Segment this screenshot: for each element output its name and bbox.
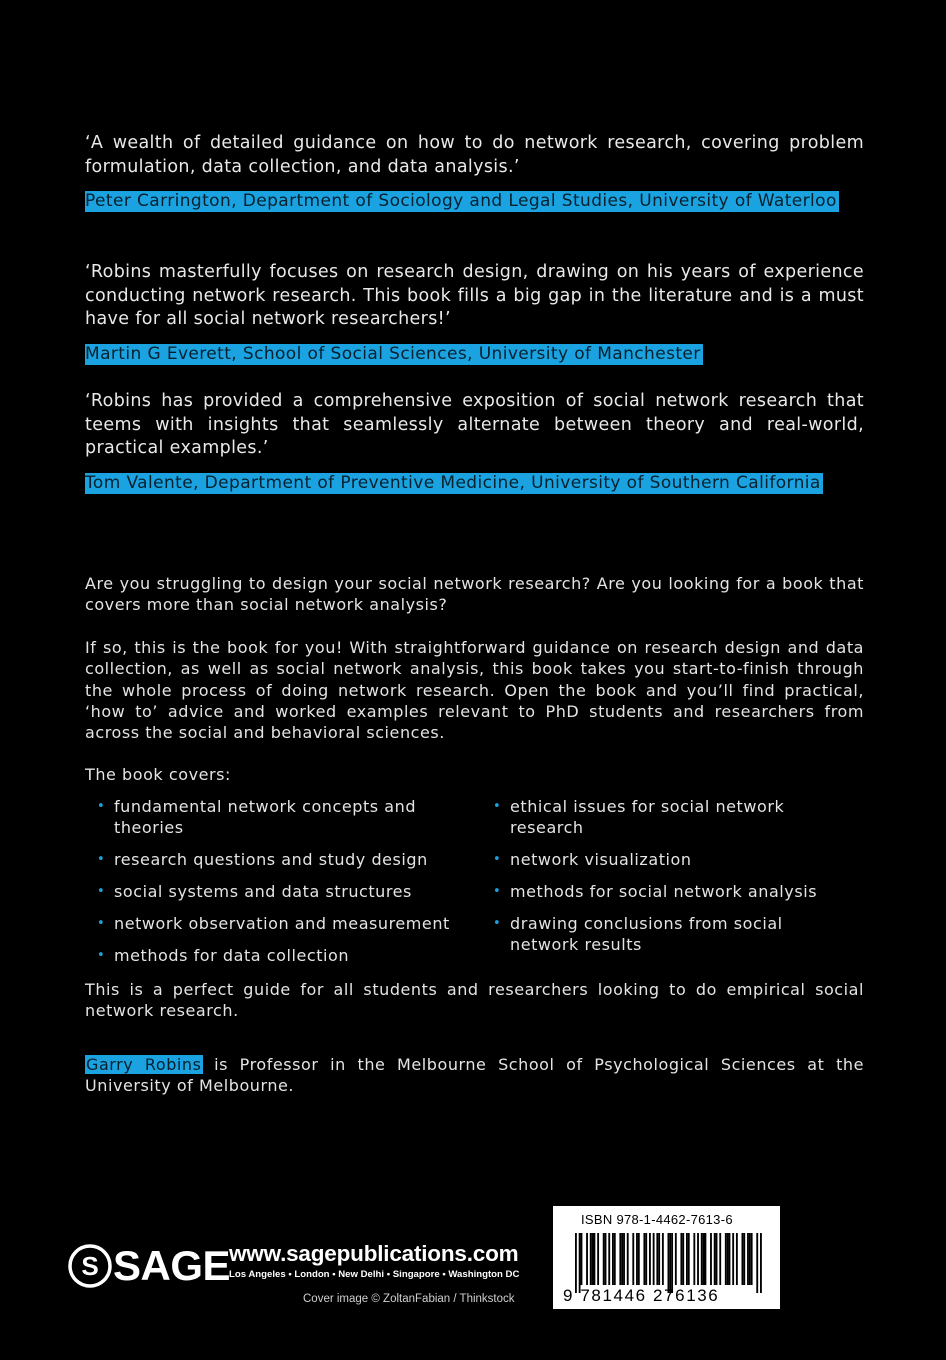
list-item: • ethical issues for social network research [493, 797, 785, 837]
publisher-url[interactable]: www.sagepublications.com [229, 1241, 519, 1266]
attribution-text: Tom Valente, Department of Preventive Medicine, University of Southern California [85, 473, 821, 493]
barcode-bar [636, 1233, 638, 1285]
covers-label: The book covers: [85, 765, 231, 784]
barcode-bar [579, 1233, 581, 1293]
cover-image-credit: Cover image © ZoltanFabian / Thinkstock [303, 1293, 515, 1305]
list-item: • research questions and study design [97, 850, 428, 869]
barcode-bar [719, 1233, 721, 1285]
author-bio-text: is Professor in the Melbourne School of Psychological Sciences at the University of Melbourne. [85, 1055, 865, 1096]
barcode-bar [605, 1233, 607, 1285]
barcode-bar [686, 1233, 688, 1285]
barcode-bar [732, 1233, 734, 1285]
bullet-icon: • [493, 852, 502, 867]
bullet-icon: • [97, 884, 106, 899]
barcode-bar [592, 1233, 594, 1285]
barcode-bar [688, 1233, 690, 1285]
sage-logo [68, 1244, 230, 1288]
isbn-label: ISBN 978-1-4462-7613-6 [581, 1212, 733, 1227]
barcode-bar [597, 1233, 599, 1285]
barcode-bar [703, 1233, 705, 1285]
barcode-bar [619, 1233, 621, 1285]
barcode-bar [621, 1233, 623, 1285]
list-item: • network visualization [493, 850, 692, 869]
barcode-bar [638, 1233, 640, 1285]
barcode-bar [714, 1233, 716, 1285]
barcode-bar [581, 1233, 583, 1285]
barcode-bar [658, 1233, 660, 1285]
barcode-bar [751, 1233, 753, 1285]
bullet-icon: • [97, 948, 106, 963]
barcode-bar [725, 1233, 727, 1285]
barcode-bar [662, 1233, 664, 1285]
barcode-bar [729, 1233, 731, 1285]
endorsement-quote-1: ‘A wealth of detailed guidance on how to do network research, covering problem formulation, data collection, and data analysis.’ [85, 133, 864, 177]
barcode-bar [649, 1233, 651, 1285]
list-item: • methods for data collection [97, 946, 350, 965]
barcode-bar [603, 1233, 605, 1285]
covers-list-left [97, 796, 467, 977]
barcode-bar [760, 1233, 762, 1293]
bullet-icon: • [97, 852, 106, 867]
barcode-bar [614, 1233, 616, 1285]
list-item: • network observation and measurement [97, 914, 450, 933]
barcode-bar [590, 1233, 592, 1285]
list-item: • social systems and data structures [97, 882, 412, 901]
endorsement-attribution-3 [85, 471, 864, 496]
barcode-bar [669, 1233, 671, 1293]
publisher-cities: Los Angeles • London • New Delhi • Singapore • Washington DC [229, 1269, 520, 1280]
barcode-bar [727, 1233, 729, 1285]
barcode-bar [643, 1233, 645, 1285]
barcode-digits: 9 781446 276136 [563, 1286, 720, 1305]
barcode-bar [693, 1233, 695, 1285]
attribution-text: Peter Carrington, Department of Sociology and Legal Studies, University of Waterloo [85, 191, 837, 211]
endorsement-quote-2: ‘Robins masterfully focuses on research design, drawing on his years of experience conducting network research. This book fills a big gap in the literature and is a must have for all social network researchers!’ [85, 262, 864, 329]
barcode-bar [675, 1233, 677, 1285]
endorsement-quote-3: ‘Robins has provided a comprehensive exposition of social network research that teems with insights that seamlessly alternate between theory and real-world, practical examples.’ [85, 391, 864, 458]
svg-text:S: S [81, 1251, 99, 1281]
bullet-icon: • [493, 916, 502, 931]
isbn-barcode-box [553, 1206, 780, 1309]
barcode-bar [608, 1233, 610, 1285]
sage-logo-text: SAGE [113, 1242, 231, 1289]
barcode-bar [749, 1233, 751, 1285]
barcode-bar [627, 1233, 629, 1285]
barcode-bar [594, 1233, 596, 1285]
blurb-paragraph-2: If so, this is the book for you! With straightforward guidance on research design and data collection, as well as social network analysis, this book takes you start-to-finish through the whole process of doing network research. Open the book and you’ll find practical, ‘how to’ advice and worked examples relevant to PhD students and researchers from across the social and behavioral sciences. [85, 638, 864, 743]
barcode-bar [612, 1233, 614, 1285]
barcode-bar [575, 1233, 577, 1293]
barcode-bar [743, 1233, 745, 1285]
barcode-bar [742, 1233, 744, 1285]
sage-logo-icon [68, 1244, 112, 1288]
barcode-bar [656, 1233, 658, 1285]
endorsement-attribution-1 [85, 189, 864, 214]
barcode-bar [668, 1233, 670, 1293]
barcode-bar [705, 1233, 707, 1285]
author-bio [85, 1054, 864, 1097]
barcode-bar [716, 1233, 718, 1285]
barcode-bar [736, 1233, 738, 1285]
blurb-paragraph-1: Are you struggling to design your social network research? Are you looking for a book that covers more than social network analysis? [85, 574, 864, 615]
barcode-bar [747, 1233, 749, 1285]
list-item: • fundamental network concepts and theories [97, 797, 417, 837]
attribution-text: Martin G Everett, School of Social Sciences, University of Manchester [85, 344, 701, 364]
endorsement-attribution-2 [85, 342, 864, 367]
barcode-bar [701, 1233, 703, 1285]
author-name: Garry Robins [86, 1055, 202, 1074]
barcode-bar [623, 1233, 625, 1285]
list-item: • methods for social network analysis [493, 882, 818, 901]
barcode-bar [682, 1233, 684, 1285]
barcode-bar [632, 1233, 634, 1285]
list-item: • drawing conclusions from social network results [493, 914, 783, 954]
bullet-icon: • [493, 799, 502, 814]
bullet-icon: • [97, 916, 106, 931]
barcode-bar [710, 1233, 712, 1285]
barcode-bar [671, 1233, 673, 1293]
barcode-bar [645, 1233, 647, 1285]
closing-paragraph: This is a perfect guide for all students and researchers looking to do empirical social network research. [85, 980, 864, 1021]
bullet-icon: • [493, 884, 502, 899]
barcode-bar [756, 1233, 758, 1293]
barcode-bar [653, 1233, 655, 1285]
barcode-bar [680, 1233, 682, 1285]
bullet-icon: • [97, 799, 106, 814]
barcode-bar [697, 1233, 699, 1285]
covers-list-right [493, 796, 823, 966]
barcode-bar [586, 1233, 588, 1285]
